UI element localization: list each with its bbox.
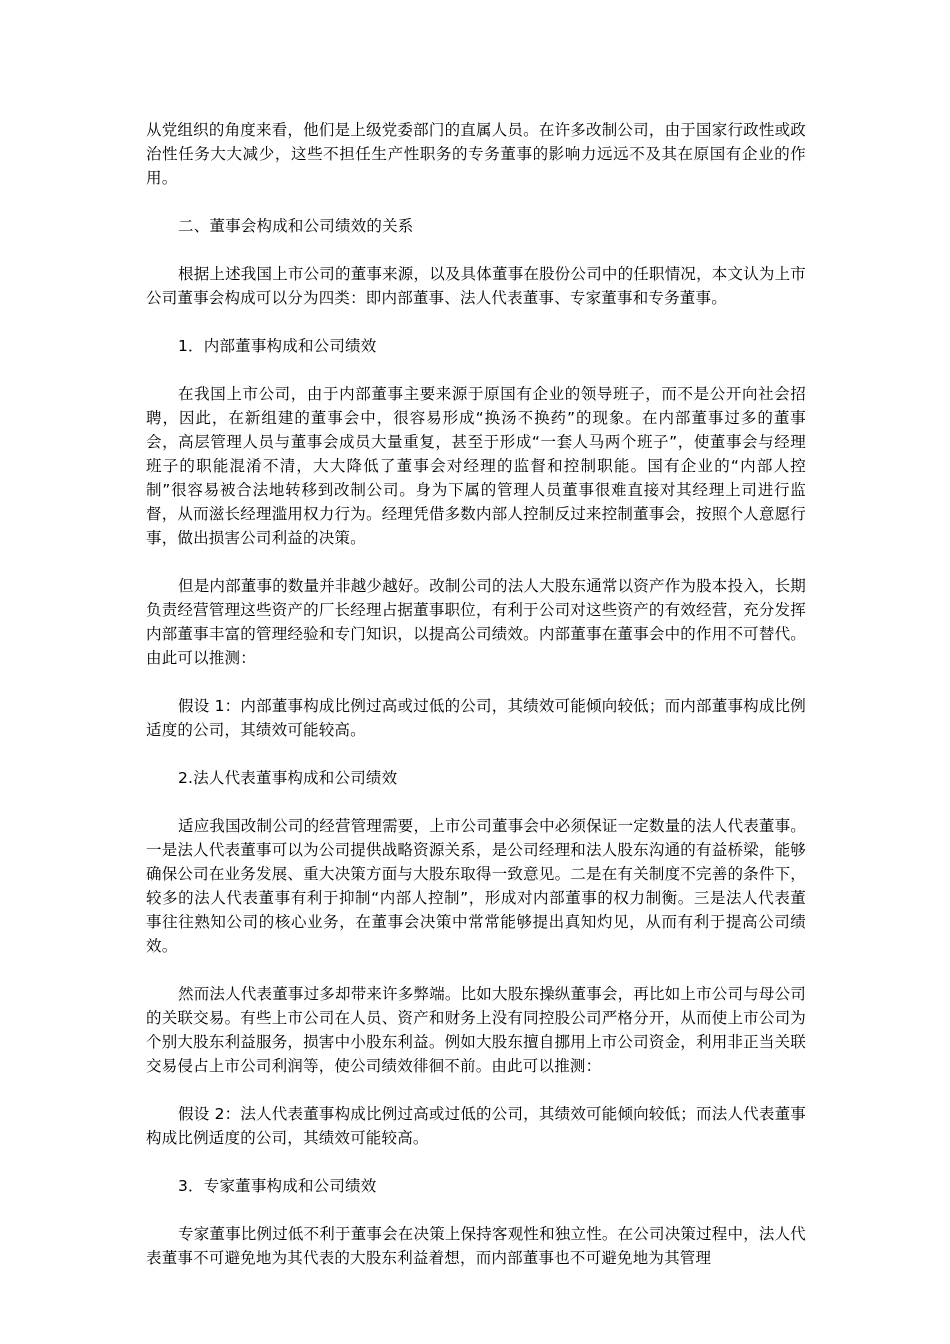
paragraph-legal-rep-benefit: 适应我国改制公司的经营管理需要，上市公司董事会中必须保证一定数量的法人代表董事。一是法人代表董事可以为公司提供战略资源关系，是公司经理和法人股东沟通的有益桥梁，能够确保公司在业务发展、重大决策方面与大股东取得一致意见。二是在有关制度不完善的条件下，较多的法人代表董事有利于抑制“内部人控制”，形成对内部董事的权力制衡。三是法人代表董事往往熟知公司的核心业务，在董事会决策中常常能够提出真知灼见，从而有利于提高公司绩效。 — [146, 817, 807, 955]
document-page — [146, 118, 806, 1270]
subheading-expert-directors: 3．专家董事构成和公司绩效 — [178, 1177, 377, 1195]
paragraph-party-organization: 从党组织的角度来看，他们是上级党委部门的直属人员。在许多改制公司，由于国家行政性或政治性任务大大减少，这些不担任生产性职务的专务董事的影响力远远不及其在原国有企业的作用。 — [146, 121, 806, 187]
hypothesis-2: 假设 2：法人代表董事构成比例过高或过低的公司，其绩效可能倾向较低；而法人代表董事构成比例适度的公司，其绩效可能较高。 — [146, 1105, 806, 1147]
section-heading-board-composition: 二、董事会构成和公司绩效的关系 — [178, 217, 414, 235]
subheading-legal-rep-directors: 2.法人代表董事构成和公司绩效 — [178, 769, 398, 787]
hypothesis-1: 假设 1：内部董事构成比例过高或过低的公司，其绩效可能倾向较低；而内部董事构成比例适度的公司，其绩效可能较高。 — [146, 697, 806, 739]
paragraph-legal-rep-problem: 然而法人代表董事过多却带来许多弊端。比如大股东操纵董事会，再比如上市公司与母公司的关联交易。有些上市公司在人员、资产和财务上没有同控股公司严格分开，从而使上市公司为个别大股东利益服务，损害中小股东利益。例如大股东擅自挪用上市公司资金，利用非正当关联交易侵占上市公司利润等，使公司绩效徘徊不前。由此可以推测： — [146, 985, 807, 1075]
subheading-internal-directors: 1．内部董事构成和公司绩效 — [178, 337, 377, 355]
paragraph-expert-directors: 专家董事比例过低不利于董事会在决策上保持客观性和独立性。在公司决策过程中，法人代表董事不可避免地为其代表的大股东利益着想，而内部董事也不可避免地为其管理 — [146, 1225, 807, 1267]
paragraph-internal-directors-problem: 在我国上市公司，由于内部董事主要来源于原国有企业的领导班子，而不是公开向社会招聘，因此，在新组建的董事会中，很容易形成“换汤不换药”的现象。在内部董事过多的董事会，高层管理人员与董事会成员大量重复，甚至于形成“一套人马两个班子”，使董事会与经理班子的职能混淆不清，大大降低了董事会对经理的监督和控制职能。国有企业的“内部人控制”很容易被合法地转移到改制公司。身为下属的管理人员董事很难直接对其经理上司进行监督，从而滋长经理滥用权力行为。经理凭借多数内部人控制反过来控制董事会，按照个人意愿行事，做出损害公司利益的决策。 — [146, 385, 806, 547]
paragraph-internal-directors-benefit: 但是内部董事的数量并非越少越好。改制公司的法人大股东通常以资产作为股本投入，长期负责经营管理这些资产的厂长经理占据董事职位，有利于公司对这些资产的有效经营，充分发挥内部董事丰富的管理经验和专门知识，以提高公司绩效。内部董事在董事会中的作用不可替代。由此可以推测： — [146, 577, 807, 667]
paragraph-board-categories: 根据上述我国上市公司的董事来源，以及具体董事在股份公司中的任职情况，本文认为上市公司董事会构成可以分为四类：即内部董事、法人代表董事、专家董事和专务董事。 — [146, 265, 807, 307]
